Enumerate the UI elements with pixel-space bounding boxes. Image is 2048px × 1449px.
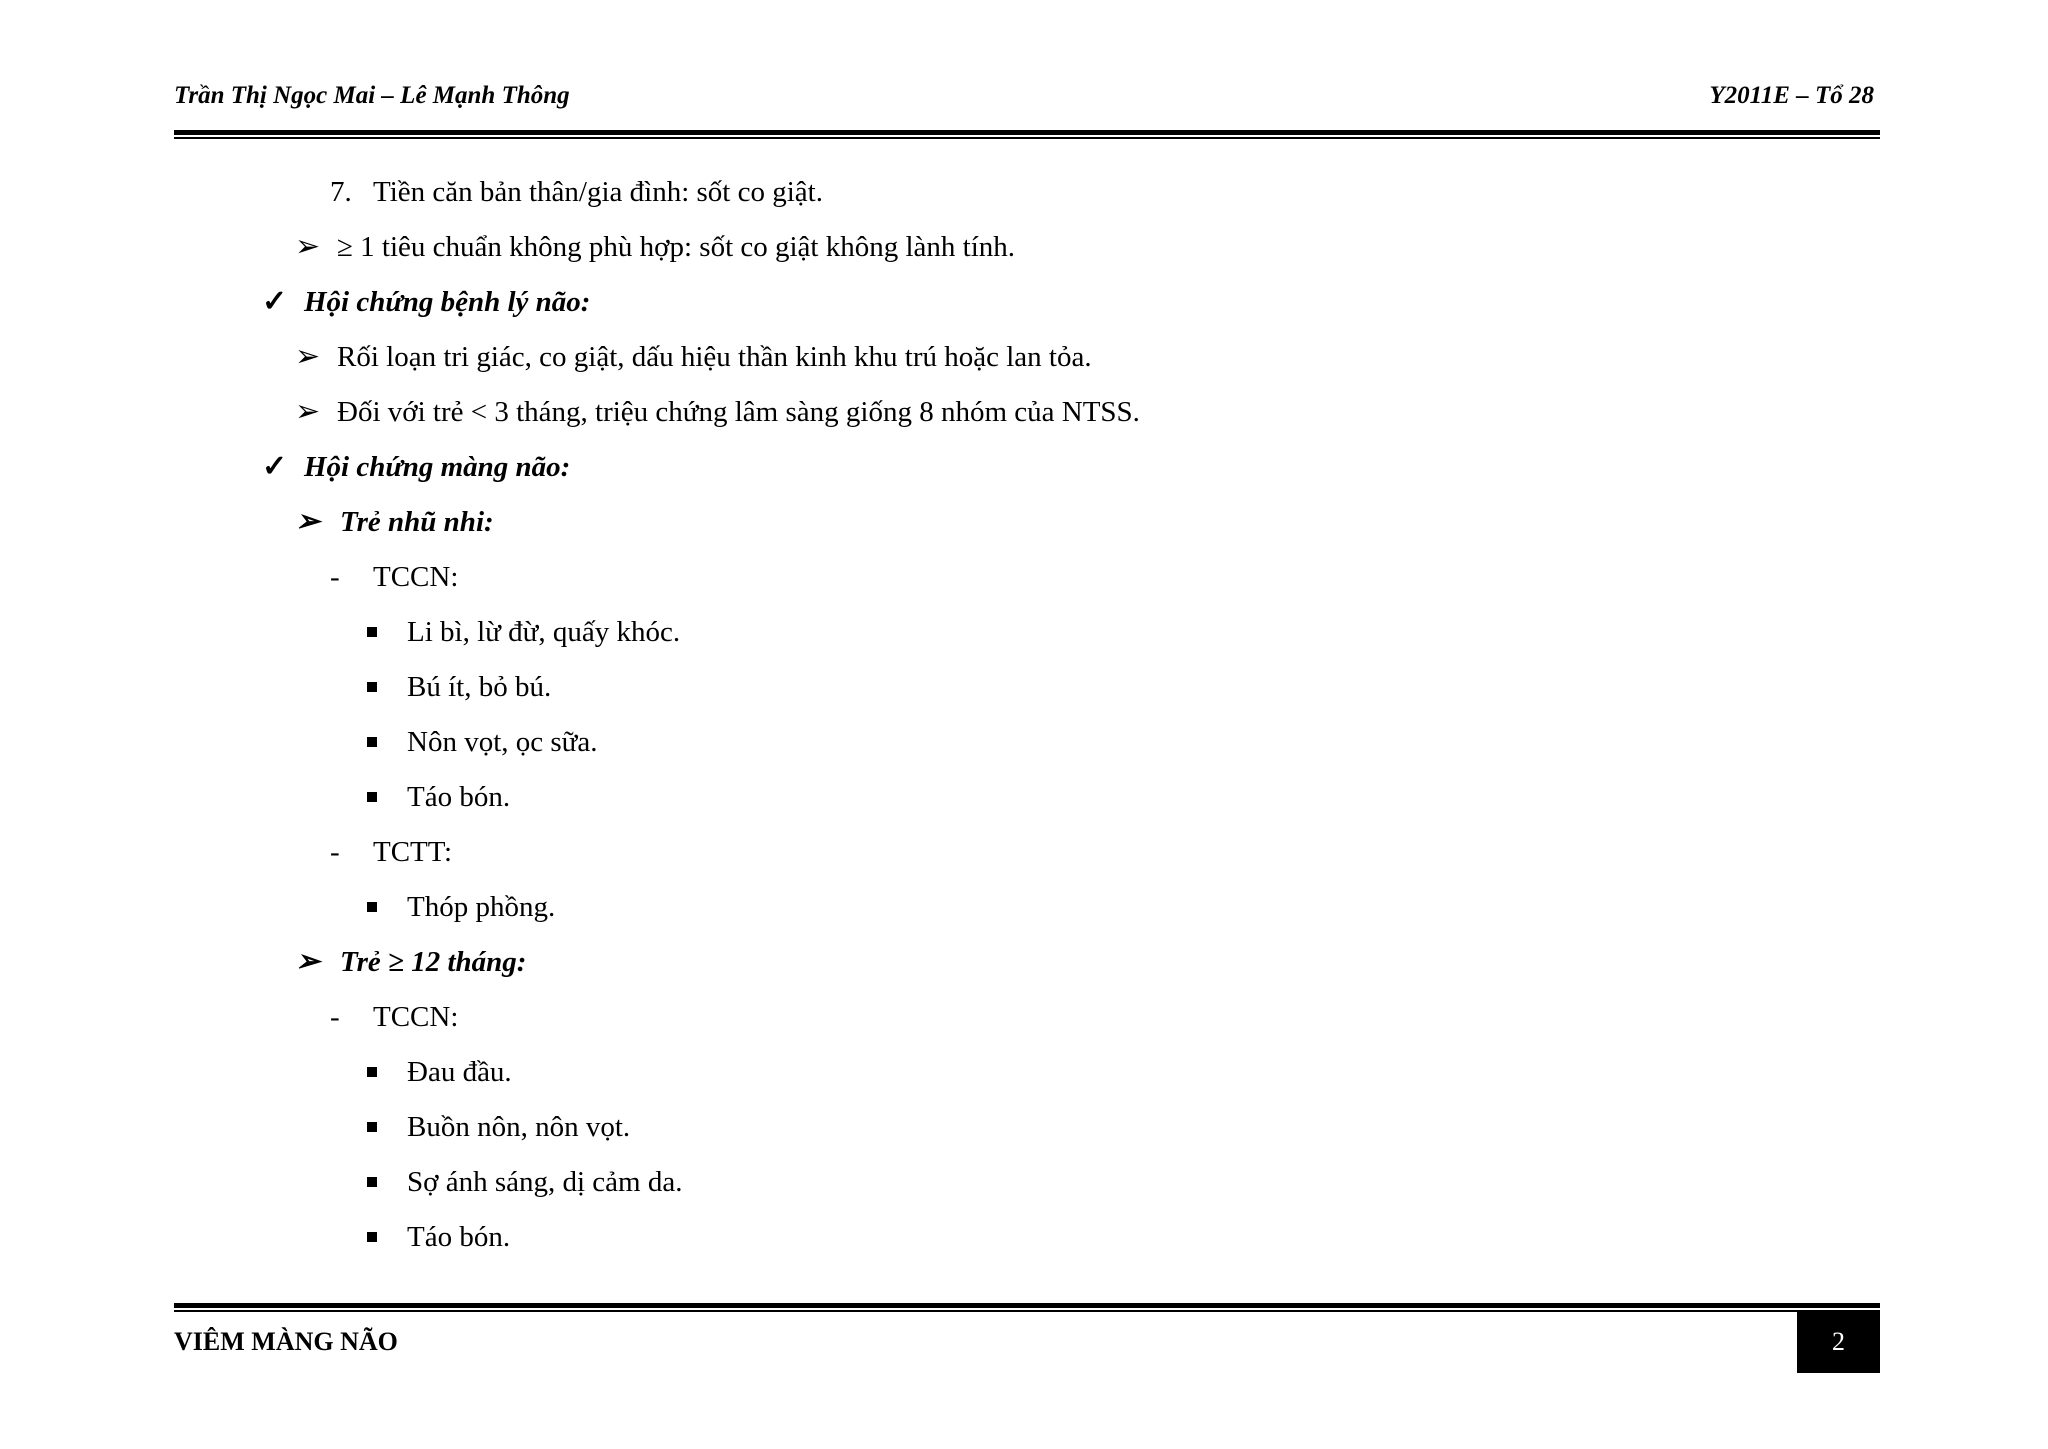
item-text: ≥ 1 tiêu chuẩn không phù hợp: sốt co giật không lành tính.: [337, 231, 1016, 263]
check-icon: ✓: [262, 285, 288, 318]
square-bullet-icon: [367, 737, 377, 747]
footer-rule-thick: [174, 1303, 1880, 1308]
header-rule-thin: [174, 137, 1880, 139]
square-bullet-icon: [367, 902, 377, 912]
arrow-bullet-icon: ➢: [295, 340, 321, 373]
subheading-text: Trẻ nhũ nhi:: [340, 506, 494, 538]
item-text: Buồn nôn, nôn vọt.: [407, 1111, 631, 1143]
arrow-bullet-icon: ➢: [295, 505, 321, 538]
item-text: Đối với trẻ < 3 tháng, triệu chứng lâm sàng giống 8 nhóm của NTSS.: [337, 396, 1140, 428]
dash-bullet: -: [330, 1001, 340, 1033]
item-text: Tiền căn bản thân/gia đình: sốt co giật.: [373, 176, 823, 208]
subheading-text: Trẻ ≥ 12 tháng:: [340, 946, 527, 978]
item-text: Táo bón.: [407, 1221, 511, 1253]
item-text: Rối loạn tri giác, co giật, dấu hiệu thần kinh khu trú hoặc lan tỏa.: [337, 341, 1092, 373]
square-bullet-icon: [367, 682, 377, 692]
item-text: TCTT:: [373, 836, 453, 868]
square-bullet-icon: [367, 792, 377, 802]
heading-text: Hội chứng bệnh lý não:: [304, 286, 591, 318]
square-bullet-icon: [367, 1067, 377, 1077]
square-bullet-icon: [367, 627, 377, 637]
item-text: Thóp phồng.: [407, 891, 556, 923]
header-rule-thick: [174, 130, 1880, 135]
item-text: Bú ít, bỏ bú.: [407, 671, 552, 703]
item-text: TCCN:: [373, 1001, 459, 1033]
item-text: Li bì, lừ đừ, quấy khóc.: [407, 616, 681, 648]
header-authors: Trần Thị Ngọc Mai – Lê Mạnh Thông: [174, 82, 570, 109]
item-text: Đau đầu.: [407, 1056, 512, 1088]
dash-bullet: -: [330, 836, 340, 868]
item-text: Sợ ánh sáng, dị cảm da.: [407, 1166, 683, 1198]
square-bullet-icon: [367, 1122, 377, 1132]
dash-bullet: -: [330, 561, 340, 593]
square-bullet-icon: [367, 1232, 377, 1242]
arrow-bullet-icon: ➢: [295, 230, 321, 263]
footer-title: VIÊM MÀNG NÃO: [174, 1327, 398, 1356]
arrow-bullet-icon: ➢: [295, 395, 321, 428]
item-text: TCCN:: [373, 561, 459, 593]
heading-text: Hội chứng màng não:: [304, 451, 571, 483]
arrow-bullet-icon: ➢: [295, 945, 321, 978]
square-bullet-icon: [367, 1177, 377, 1187]
item-number: 7.: [330, 176, 352, 208]
header-group: Y2011E – Tổ 28: [1709, 82, 1874, 109]
check-icon: ✓: [262, 450, 288, 483]
page-number: 2: [1797, 1311, 1880, 1373]
item-text: Nôn vọt, ọc sữa.: [407, 726, 598, 758]
item-text: Táo bón.: [407, 781, 511, 813]
footer-rule-thin: [174, 1310, 1880, 1312]
